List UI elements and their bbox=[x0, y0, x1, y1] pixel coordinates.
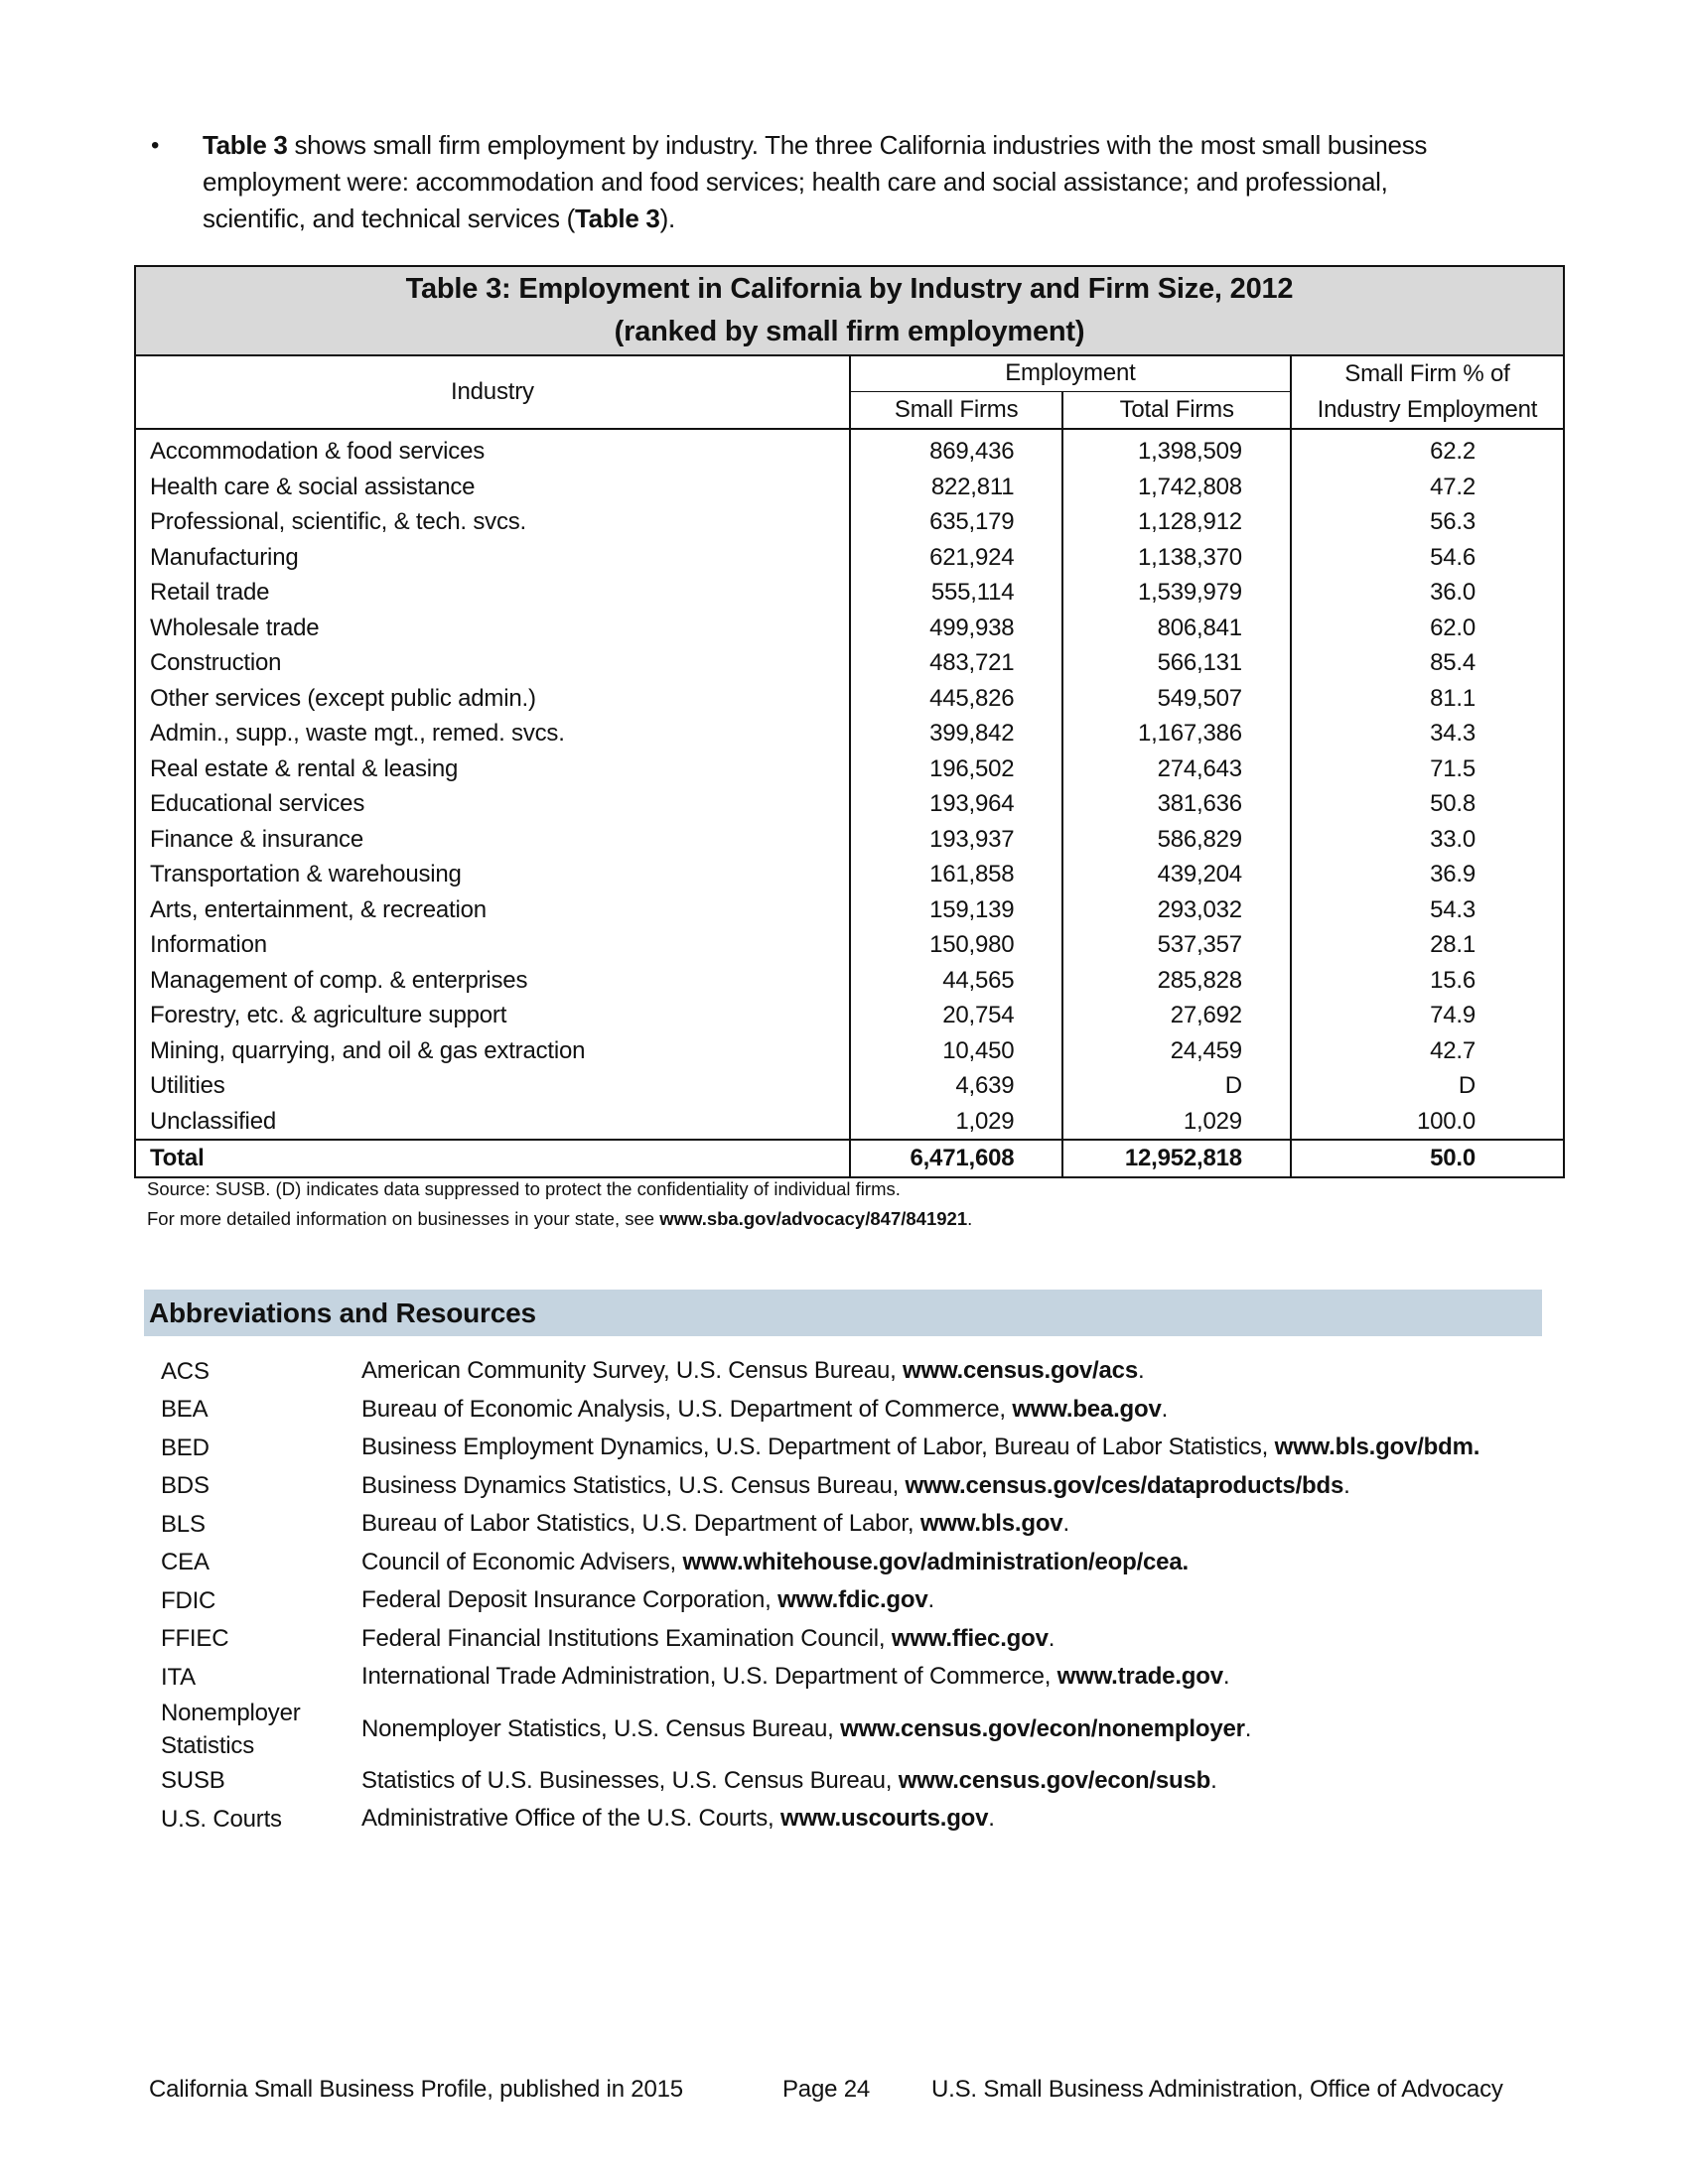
abbreviation-desc-text: American Community Survey, U.S. Census Bureau, bbox=[361, 1357, 904, 1385]
intro-body: shows small firm employment by industry. The three California industries with the most small business employment were: accommodation and food services; health care and social assistance; and professional, scientific, and technical services ( bbox=[203, 130, 1428, 233]
abbreviation-description bbox=[361, 1625, 1581, 1653]
abbreviation-term: FFIEC bbox=[161, 1625, 229, 1653]
total-firms-cell: 537,357 bbox=[1062, 927, 1291, 963]
small-firms-cell: 555,114 bbox=[850, 575, 1063, 611]
table-row bbox=[135, 681, 1564, 717]
abbreviation-item bbox=[161, 1658, 1581, 1697]
abbreviations-heading: Abbreviations and Resources bbox=[149, 1297, 536, 1328]
abbreviation-desc-end: . bbox=[1062, 1510, 1069, 1538]
table-row bbox=[135, 429, 1564, 470]
header-pct-line2: Industry Employment bbox=[1317, 396, 1538, 423]
small-firm-pct-cell: 81.1 bbox=[1291, 681, 1564, 717]
small-firms-cell: 483,721 bbox=[850, 645, 1063, 681]
total-firms-cell: 27,692 bbox=[1062, 998, 1291, 1033]
abbreviation-term: BEA bbox=[161, 1396, 209, 1424]
industry-cell: Transportation & warehousing bbox=[135, 857, 850, 892]
small-firms-cell: 635,179 bbox=[850, 504, 1063, 540]
table-total-row bbox=[135, 1140, 1564, 1177]
industry-cell: Management of comp. & enterprises bbox=[135, 963, 850, 999]
industry-cell: Information bbox=[135, 927, 850, 963]
header-industry: Industry bbox=[135, 355, 850, 429]
abbreviation-link[interactable]: www.ffiec.gov bbox=[891, 1624, 1049, 1652]
small-firm-pct-cell: 56.3 bbox=[1291, 504, 1564, 540]
abbreviation-desc-text: Federal Financial Institutions Examination Council, bbox=[361, 1624, 892, 1652]
total-total-firms-cell: 12,952,818 bbox=[1062, 1140, 1291, 1177]
total-firms-cell: 1,742,808 bbox=[1062, 470, 1291, 505]
abbreviation-description bbox=[361, 1472, 1581, 1500]
total-firms-cell: 293,032 bbox=[1062, 892, 1291, 928]
abbreviation-desc-text: Federal Deposit Insurance Corporation, bbox=[361, 1586, 778, 1614]
small-firm-pct-cell: 74.9 bbox=[1291, 998, 1564, 1033]
intro-text bbox=[203, 127, 1481, 237]
abbreviation-desc-end: . bbox=[1244, 1714, 1252, 1742]
more-info-prefix: For more detailed information on businesses in your state, see bbox=[147, 1208, 660, 1229]
header-small-firm-pct bbox=[1291, 355, 1564, 429]
abbreviation-link[interactable]: www.trade.gov bbox=[1056, 1663, 1223, 1691]
abbreviation-desc-end: . bbox=[1048, 1624, 1055, 1652]
intro-ref-bold: Table 3 bbox=[575, 204, 660, 233]
table-row bbox=[135, 1033, 1564, 1069]
total-pct-cell: 50.0 bbox=[1291, 1140, 1564, 1177]
small-firms-cell: 150,980 bbox=[850, 927, 1063, 963]
abbreviation-desc-text: Bureau of Labor Statistics, U.S. Department of Labor, bbox=[361, 1510, 920, 1538]
total-label-cell: Total bbox=[135, 1140, 850, 1177]
abbreviation-description bbox=[361, 1663, 1581, 1691]
small-firms-cell: 499,938 bbox=[850, 611, 1063, 646]
abbreviation-term: ACS bbox=[161, 1357, 210, 1385]
small-firms-cell: 159,139 bbox=[850, 892, 1063, 928]
intro-paragraph bbox=[151, 127, 1481, 237]
table-row bbox=[135, 857, 1564, 892]
abbreviation-item bbox=[161, 1544, 1581, 1582]
industry-cell: Construction bbox=[135, 645, 850, 681]
industry-cell: Accommodation & food services bbox=[135, 429, 850, 470]
abbreviation-term: BED bbox=[161, 1433, 210, 1461]
total-firms-cell: 439,204 bbox=[1062, 857, 1291, 892]
total-firms-cell: 24,459 bbox=[1062, 1033, 1291, 1069]
abbreviation-term: U.S. Courts bbox=[161, 1805, 282, 1833]
small-firms-cell: 1,029 bbox=[850, 1104, 1063, 1141]
abbreviation-description bbox=[361, 1549, 1581, 1576]
abbreviation-desc-end: . bbox=[1137, 1357, 1145, 1385]
more-info-note bbox=[147, 1204, 972, 1234]
abbreviation-term: FDIC bbox=[161, 1586, 216, 1614]
industry-cell: Unclassified bbox=[135, 1104, 850, 1141]
total-small-firms-cell: 6,471,608 bbox=[850, 1140, 1063, 1177]
table-row bbox=[135, 504, 1564, 540]
abbreviation-desc-text: Business Employment Dynamics, U.S. Department of Labor, Bureau of Labor Statistics, bbox=[361, 1433, 1275, 1461]
table-title bbox=[135, 266, 1564, 355]
header-employment: Employment bbox=[850, 355, 1291, 391]
abbreviation-item bbox=[161, 1762, 1581, 1801]
table-row bbox=[135, 645, 1564, 681]
abbreviation-item bbox=[161, 1800, 1581, 1839]
industry-cell: Manufacturing bbox=[135, 540, 850, 576]
table-row bbox=[135, 786, 1564, 822]
small-firm-pct-cell: 54.3 bbox=[1291, 892, 1564, 928]
table-row bbox=[135, 1104, 1564, 1141]
abbreviation-link[interactable]: www.census.gov/econ/nonemployer bbox=[840, 1714, 1245, 1742]
footer-page-number: Page 24 bbox=[782, 2076, 871, 2103]
small-firm-pct-cell: 50.8 bbox=[1291, 786, 1564, 822]
total-firms-cell: 285,828 bbox=[1062, 963, 1291, 999]
total-firms-cell: 586,829 bbox=[1062, 822, 1291, 858]
small-firms-cell: 193,964 bbox=[850, 786, 1063, 822]
abbreviation-description bbox=[361, 1767, 1581, 1795]
header-total-firms: Total Firms bbox=[1062, 391, 1291, 429]
small-firm-pct-cell: 71.5 bbox=[1291, 751, 1564, 787]
abbreviation-description bbox=[361, 1433, 1581, 1461]
abbreviation-term: BDS bbox=[161, 1472, 210, 1500]
abbreviation-description bbox=[361, 1357, 1581, 1385]
bullet-icon: • bbox=[151, 132, 160, 159]
small-firms-cell: 20,754 bbox=[850, 998, 1063, 1033]
small-firm-pct-cell: 28.1 bbox=[1291, 927, 1564, 963]
abbreviation-desc-text: Statistics of U.S. Businesses, U.S. Census Bureau, bbox=[361, 1766, 899, 1794]
table-row bbox=[135, 716, 1564, 751]
abbreviation-item bbox=[161, 1467, 1581, 1506]
small-firm-pct-cell: 100.0 bbox=[1291, 1104, 1564, 1141]
intro-tail: ). bbox=[659, 204, 675, 233]
abbreviation-desc-end: . bbox=[1222, 1663, 1230, 1691]
abbreviation-description bbox=[361, 1396, 1581, 1424]
small-firms-cell: 399,842 bbox=[850, 716, 1063, 751]
industry-cell: Mining, quarrying, and oil & gas extraction bbox=[135, 1033, 850, 1069]
abbreviation-desc-end: . bbox=[927, 1586, 934, 1614]
industry-cell: Forestry, etc. & agriculture support bbox=[135, 998, 850, 1033]
industry-cell: Professional, scientific, & tech. svcs. bbox=[135, 504, 850, 540]
abbreviation-item bbox=[161, 1581, 1581, 1620]
total-firms-cell: 566,131 bbox=[1062, 645, 1291, 681]
abbreviation-link[interactable]: www.census.gov/ces/dataproducts/bds bbox=[905, 1471, 1344, 1499]
source-note: Source: SUSB. (D) indicates data suppressed to protect the confidentiality of individual firms. bbox=[147, 1178, 901, 1199]
header-small-firms: Small Firms bbox=[850, 391, 1063, 429]
employment-table bbox=[134, 265, 1565, 1178]
abbreviation-term: Nonemployer Statistics bbox=[161, 1699, 301, 1759]
small-firm-pct-cell: 62.0 bbox=[1291, 611, 1564, 646]
total-firms-cell: 1,128,912 bbox=[1062, 504, 1291, 540]
small-firm-pct-cell: 34.3 bbox=[1291, 716, 1564, 751]
abbreviation-term: BLS bbox=[161, 1510, 206, 1538]
abbreviation-desc-end: . bbox=[1161, 1395, 1169, 1423]
table-row bbox=[135, 998, 1564, 1033]
small-firms-cell: 10,450 bbox=[850, 1033, 1063, 1069]
industry-cell: Admin., supp., waste mgt., remed. svcs. bbox=[135, 716, 850, 751]
small-firms-cell: 44,565 bbox=[850, 963, 1063, 999]
table-row bbox=[135, 892, 1564, 928]
table-row bbox=[135, 822, 1564, 858]
industry-cell: Wholesale trade bbox=[135, 611, 850, 646]
industry-cell: Finance & insurance bbox=[135, 822, 850, 858]
table-row bbox=[135, 575, 1564, 611]
small-firm-pct-cell: 47.2 bbox=[1291, 470, 1564, 505]
small-firm-pct-cell: 42.7 bbox=[1291, 1033, 1564, 1069]
abbreviation-item bbox=[161, 1505, 1581, 1544]
table-row bbox=[135, 963, 1564, 999]
abbreviation-link[interactable]: www.fdic.gov bbox=[777, 1586, 928, 1614]
small-firm-pct-cell: 54.6 bbox=[1291, 540, 1564, 576]
table-title-line2: (ranked by small firm employment) bbox=[614, 316, 1085, 347]
small-firms-cell: 621,924 bbox=[850, 540, 1063, 576]
small-firm-pct-cell: 15.6 bbox=[1291, 963, 1564, 999]
small-firm-pct-cell: 36.0 bbox=[1291, 575, 1564, 611]
small-firms-cell: 193,937 bbox=[850, 822, 1063, 858]
abbreviation-link[interactable]: www.bls.gov bbox=[919, 1510, 1063, 1538]
abbreviation-description bbox=[361, 1805, 1581, 1833]
table-row bbox=[135, 1068, 1564, 1104]
abbreviation-link[interactable]: www.bls.gov/bdm. bbox=[1274, 1433, 1480, 1461]
abbreviation-desc-text: Bureau of Economic Analysis, U.S. Department of Commerce, bbox=[361, 1395, 1013, 1423]
small-firms-cell: 196,502 bbox=[850, 751, 1063, 787]
abbreviation-link[interactable]: www.uscourts.gov bbox=[779, 1805, 989, 1833]
abbreviation-link[interactable]: www.census.gov/acs bbox=[903, 1357, 1138, 1385]
more-info-suffix: . bbox=[967, 1208, 973, 1229]
small-firm-pct-cell: D bbox=[1291, 1068, 1564, 1104]
abbreviations-section-header bbox=[144, 1290, 1542, 1336]
footer-publisher: U.S. Small Business Administration, Office of Advocacy bbox=[931, 2076, 1503, 2103]
table-title-line1: Table 3: Employment in California by Industry and Firm Size, 2012 bbox=[405, 273, 1294, 305]
abbreviation-description bbox=[361, 1715, 1581, 1743]
abbreviation-desc-text: Administrative Office of the U.S. Courts, bbox=[361, 1805, 780, 1833]
abbreviation-description bbox=[361, 1586, 1581, 1614]
small-firms-cell: 822,811 bbox=[850, 470, 1063, 505]
abbreviation-desc-text: Business Dynamics Statistics, U.S. Census Bureau, bbox=[361, 1471, 906, 1499]
table-row bbox=[135, 470, 1564, 505]
small-firms-cell: 161,858 bbox=[850, 857, 1063, 892]
abbreviations-list bbox=[161, 1352, 1581, 1839]
total-firms-cell: 274,643 bbox=[1062, 751, 1291, 787]
table-row bbox=[135, 611, 1564, 646]
small-firms-cell: 445,826 bbox=[850, 681, 1063, 717]
abbreviation-item bbox=[161, 1620, 1581, 1659]
small-firm-pct-cell: 62.2 bbox=[1291, 429, 1564, 470]
total-firms-cell: 1,029 bbox=[1062, 1104, 1291, 1141]
table-row bbox=[135, 927, 1564, 963]
abbreviation-item bbox=[161, 1697, 1581, 1762]
industry-cell: Other services (except public admin.) bbox=[135, 681, 850, 717]
abbreviation-desc-end: . bbox=[988, 1805, 995, 1833]
more-info-link[interactable]: www.sba.gov/advocacy/847/841921 bbox=[659, 1208, 968, 1229]
abbreviation-term: CEA bbox=[161, 1549, 210, 1576]
abbreviation-item bbox=[161, 1429, 1581, 1467]
footer-publication: California Small Business Profile, published in 2015 bbox=[149, 2076, 683, 2103]
abbreviation-desc-text: International Trade Administration, U.S. Department of Commerce, bbox=[361, 1663, 1057, 1691]
table-row bbox=[135, 540, 1564, 576]
table-notes bbox=[147, 1174, 972, 1234]
abbreviation-desc-text: Council of Economic Advisers, bbox=[361, 1548, 683, 1575]
abbreviation-desc-text: Nonemployer Statistics, U.S. Census Bureau, bbox=[361, 1714, 841, 1742]
industry-cell: Utilities bbox=[135, 1068, 850, 1104]
industry-cell: Arts, entertainment, & recreation bbox=[135, 892, 850, 928]
small-firm-pct-cell: 85.4 bbox=[1291, 645, 1564, 681]
abbreviation-term: SUSB bbox=[161, 1767, 225, 1795]
intro-lead-bold: Table 3 bbox=[203, 130, 288, 160]
total-firms-cell: D bbox=[1062, 1068, 1291, 1104]
table-row bbox=[135, 751, 1564, 787]
header-pct-line1: Small Firm % of bbox=[1344, 360, 1510, 387]
total-firms-cell: 1,138,370 bbox=[1062, 540, 1291, 576]
page-footer bbox=[149, 2076, 1549, 2104]
abbreviation-item bbox=[161, 1391, 1581, 1430]
small-firm-pct-cell: 36.9 bbox=[1291, 857, 1564, 892]
industry-cell: Health care & social assistance bbox=[135, 470, 850, 505]
industry-cell: Real estate & rental & leasing bbox=[135, 751, 850, 787]
small-firm-pct-cell: 33.0 bbox=[1291, 822, 1564, 858]
abbreviation-desc-end: . bbox=[1210, 1766, 1217, 1794]
small-firms-cell: 869,436 bbox=[850, 429, 1063, 470]
abbreviation-link[interactable]: www.census.gov/econ/susb bbox=[898, 1766, 1211, 1794]
industry-cell: Educational services bbox=[135, 786, 850, 822]
abbreviation-link[interactable]: www.whitehouse.gov/administration/eop/cea. bbox=[682, 1548, 1189, 1575]
total-firms-cell: 1,398,509 bbox=[1062, 429, 1291, 470]
total-firms-cell: 1,167,386 bbox=[1062, 716, 1291, 751]
total-firms-cell: 1,539,979 bbox=[1062, 575, 1291, 611]
abbreviation-link[interactable]: www.bea.gov bbox=[1012, 1395, 1162, 1423]
total-firms-cell: 549,507 bbox=[1062, 681, 1291, 717]
abbreviation-term: ITA bbox=[161, 1663, 196, 1691]
industry-cell: Retail trade bbox=[135, 575, 850, 611]
abbreviation-description bbox=[361, 1510, 1581, 1538]
small-firms-cell: 4,639 bbox=[850, 1068, 1063, 1104]
table-body bbox=[135, 429, 1564, 1177]
total-firms-cell: 381,636 bbox=[1062, 786, 1291, 822]
abbreviation-desc-end: . bbox=[1343, 1471, 1350, 1499]
abbreviation-item bbox=[161, 1352, 1581, 1391]
total-firms-cell: 806,841 bbox=[1062, 611, 1291, 646]
